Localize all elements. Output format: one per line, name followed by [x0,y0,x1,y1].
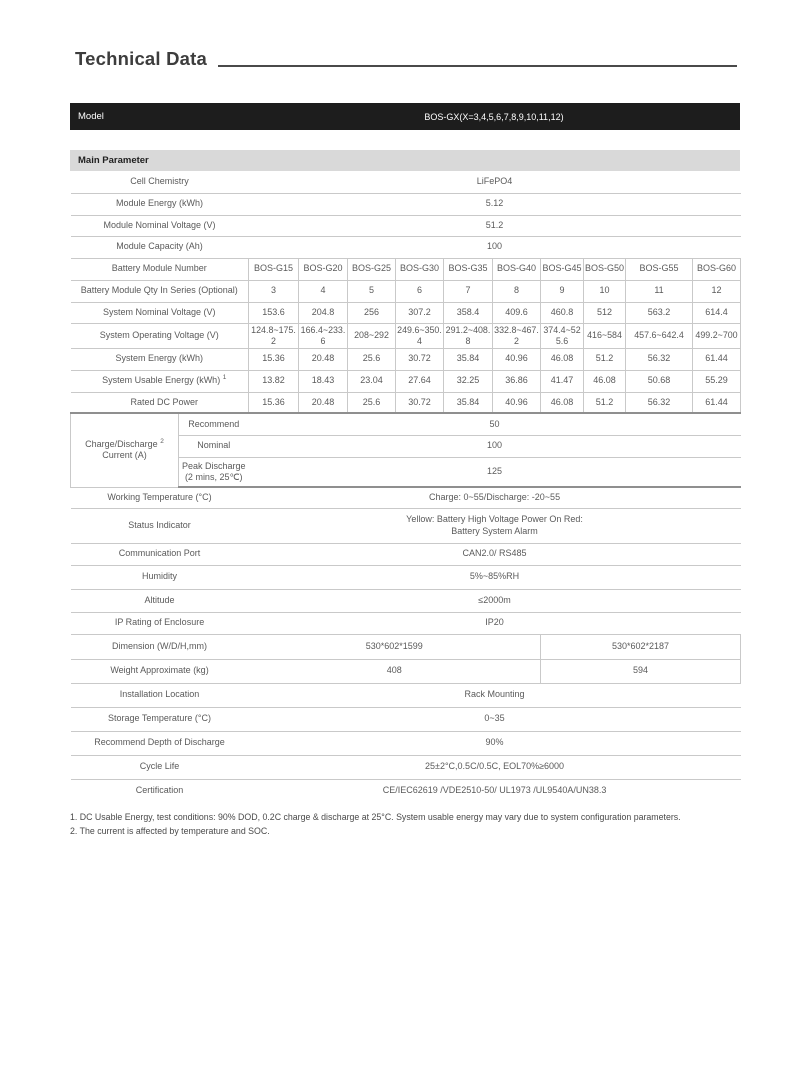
cell-value: 457.6~642.4 [626,323,693,348]
row-label: Battery Module Number [71,258,249,280]
row-label: Communication Port [71,543,249,565]
cell-value: 208~292 [348,323,396,348]
row-certification [71,779,741,801]
row-battery-module-number [71,258,741,280]
cell-value: 10 [584,280,626,302]
row-value: LiFePO4 [249,171,741,193]
cell-value: BOS-G50 [584,258,626,280]
cell-value: 15.36 [249,348,299,370]
row-label: Module Capacity (Ah) [71,236,249,258]
cell-value: BOS-G20 [299,258,348,280]
page-title: Technical Data [75,48,208,69]
row-label [71,370,249,392]
row-cycle-life [71,755,741,779]
cell-value: 4 [299,280,348,302]
cell-value: 460.8 [541,302,584,323]
cell-value: 30.72 [396,348,444,370]
footnote-2: 2. The current is affected by temperature and SOC. [70,825,270,836]
cell-value: 249.6~350.4 [396,323,444,348]
cell-value: 3 [249,280,299,302]
cell-value: 7 [444,280,493,302]
cell-value: 416~584 [584,323,626,348]
cell-value: 5 [348,280,396,302]
weight-value-left: 408 [249,659,541,683]
row-working-temperature [71,487,741,508]
row-label: Rated DC Power [71,392,249,413]
cell-value: BOS-G25 [348,258,396,280]
row-label: Battery Module Qty In Series (Optional) [71,280,249,302]
cell-value: 23.04 [348,370,396,392]
weight-value-right: 594 [541,659,741,683]
status-value-line1: Yellow: Battery High Voltage Power On Red: [406,514,583,525]
cell-value: 614.4 [693,302,741,323]
row-value: Charge: 0~55/Discharge: -20~55 [249,487,741,508]
row-label: Module Nominal Voltage (V) [71,215,249,236]
cell-value: 332.8~467.2 [493,323,541,348]
row-value: 100 [249,236,741,258]
cell-value: 11 [626,280,693,302]
row-label: System Operating Voltage (V) [71,323,249,348]
cell-value: 61.44 [693,348,741,370]
row-module-capacity [71,236,741,258]
dimension-value-left: 530*602*1599 [249,634,541,659]
cell-value: 307.2 [396,302,444,323]
cell-value: 35.84 [444,348,493,370]
cell-value: 61.44 [693,392,741,413]
cell-value: 56.32 [626,348,693,370]
row-label: Module Energy (kWh) [71,193,249,215]
cell-value: BOS-G60 [693,258,741,280]
row-label: System Nominal Voltage (V) [71,302,249,323]
row-rated-dc-power [71,392,741,413]
cell-value: 256 [348,302,396,323]
row-label: Humidity [71,565,249,589]
cell-value: 35.84 [444,392,493,413]
row-ip-rating [71,612,741,634]
row-weight [71,659,741,683]
dimension-value-right: 530*602*2187 [541,634,741,659]
cell-value: 499.2~700 [693,323,741,348]
row-label: Altitude [71,589,249,612]
cell-value: 25.6 [348,348,396,370]
cell-value: 6 [396,280,444,302]
cell-value: 13.82 [249,370,299,392]
cell-value: BOS-G15 [249,258,299,280]
cell-value: 46.08 [584,370,626,392]
cell-value: BOS-G30 [396,258,444,280]
cell-value: 12 [693,280,741,302]
cell-value: 51.2 [584,348,626,370]
cell-value: 36.86 [493,370,541,392]
row-label-text: System Usable Energy (kWh) [102,375,221,386]
cell-value: 55.29 [693,370,741,392]
row-storage-temperature [71,707,741,731]
row-value: Rack Mounting [249,683,741,707]
section-header-main-parameter [70,150,740,171]
cell-value: 409.6 [493,302,541,323]
model-value: BOS-GX(X=3,4,5,6,7,8,9,10,11,12) [424,111,564,122]
row-value: IP20 [249,612,741,634]
model-header-bar [70,103,740,130]
footnotes [70,811,750,838]
row-value: 0~35 [249,707,741,731]
cell-value: 30.72 [396,392,444,413]
footnote-1: 1. DC Usable Energy, test conditions: 90% DOD, 0.2C charge & discharge at 25°C. System usable energy may vary due to system configuration parameters. [70,812,681,822]
cell-value: 374.4~525.6 [541,323,584,348]
row-value: CAN2.0/ RS485 [249,543,741,565]
cell-value: 20.48 [299,392,348,413]
cell-value: 41.47 [541,370,584,392]
row-system-nominal-voltage [71,302,741,323]
charge-row-name [179,457,249,487]
cell-value: 512 [584,302,626,323]
model-label: Model [78,111,104,122]
cell-value: BOS-G35 [444,258,493,280]
row-value: 90% [249,731,741,755]
cell-value: 40.96 [493,392,541,413]
row-recommend-dod [71,731,741,755]
cell-value: 563.2 [626,302,693,323]
cell-value: 27.64 [396,370,444,392]
row-module-energy [71,193,741,215]
charge-peak-line2: (2 mins, 25℃) [184,471,243,482]
footnote-marker-1: 1 [222,374,227,382]
charge-row-name: Recommend [179,413,249,435]
row-system-usable-energy [71,370,741,392]
charge-label-line2: Current (A) [102,450,147,461]
cell-value: 204.8 [299,302,348,323]
charge-row-value: 125 [249,457,741,487]
cell-value: BOS-G45 [541,258,584,280]
row-module-nominal-voltage [71,215,741,236]
row-value: ≤2000m [249,589,741,612]
cell-value: 46.08 [541,348,584,370]
charge-label-line1: Charge/Discharge $^2$ [85,438,164,449]
page-title-row [75,48,737,70]
cell-value: 50.68 [626,370,693,392]
row-value: 5%~85%RH [249,565,741,589]
charge-discharge-label [71,413,179,487]
row-label: Installation Location [71,683,249,707]
status-value-line2: Battery System Alarm [451,525,538,536]
charge-row-value: 100 [249,435,741,457]
section-title: Main Parameter [78,155,149,166]
row-label: Cycle Life [71,755,249,779]
row-value: 5.12 [249,193,741,215]
cell-value: 291.2~408.8 [444,323,493,348]
row-installation-location [71,683,741,707]
row-label: Recommend Depth of Discharge [71,731,249,755]
cell-value: 8 [493,280,541,302]
cell-value: 46.08 [541,392,584,413]
spec-table [70,171,741,801]
cell-value: 56.32 [626,392,693,413]
row-label: Storage Temperature (°C) [71,707,249,731]
row-charge-recommend [71,413,741,435]
cell-value: 51.2 [584,392,626,413]
row-label: Certification [135,784,184,795]
row-communication-port [71,543,741,565]
cell-value: 15.36 [249,392,299,413]
cell-value: 32.25 [444,370,493,392]
cell-value: 9 [541,280,584,302]
charge-row-name: Nominal [179,435,249,457]
cell-value: 18.43 [299,370,348,392]
cell-value: 153.6 [249,302,299,323]
cell-value: BOS-G40 [493,258,541,280]
row-system-operating-voltage [71,323,741,348]
cell-value: BOS-G55 [626,258,693,280]
row-cell-chemistry [71,171,741,193]
cell-value: 166.4~233.6 [299,323,348,348]
row-value [249,508,741,543]
cell-value: 25.6 [348,392,396,413]
row-label: Working Temperature (°C) [71,487,249,508]
row-label: Dimension (W/D/H,mm) [71,634,249,659]
row-label: Status Indicator [71,508,249,543]
row-value: 25±2°C,0.5C/0.5C, EOL70%≥6000 [249,755,741,779]
row-label: Weight Approximate (kg) [71,659,249,683]
charge-row-value: 50 [249,413,741,435]
cell-value: 358.4 [444,302,493,323]
row-value: CE/IEC62619 /VDE2510-50/ UL1973 /UL9540A/UN38.3 [382,784,607,795]
row-status-indicator [71,508,741,543]
row-label: IP Rating of Enclosure [71,612,249,634]
footnote-marker-2: 2 [160,438,164,445]
title-underline [218,65,737,67]
cell-value: 124.8~175.2 [249,323,299,348]
row-label: Cell Chemistry [71,171,249,193]
row-altitude [71,589,741,612]
cell-value: 20.48 [299,348,348,370]
row-value: 51.2 [249,215,741,236]
cell-value: 40.96 [493,348,541,370]
row-dimension [71,634,741,659]
row-battery-module-qty [71,280,741,302]
row-system-energy [71,348,741,370]
row-label: System Energy (kWh) [71,348,249,370]
row-humidity [71,565,741,589]
charge-peak-line1: Peak Discharge [181,460,246,471]
